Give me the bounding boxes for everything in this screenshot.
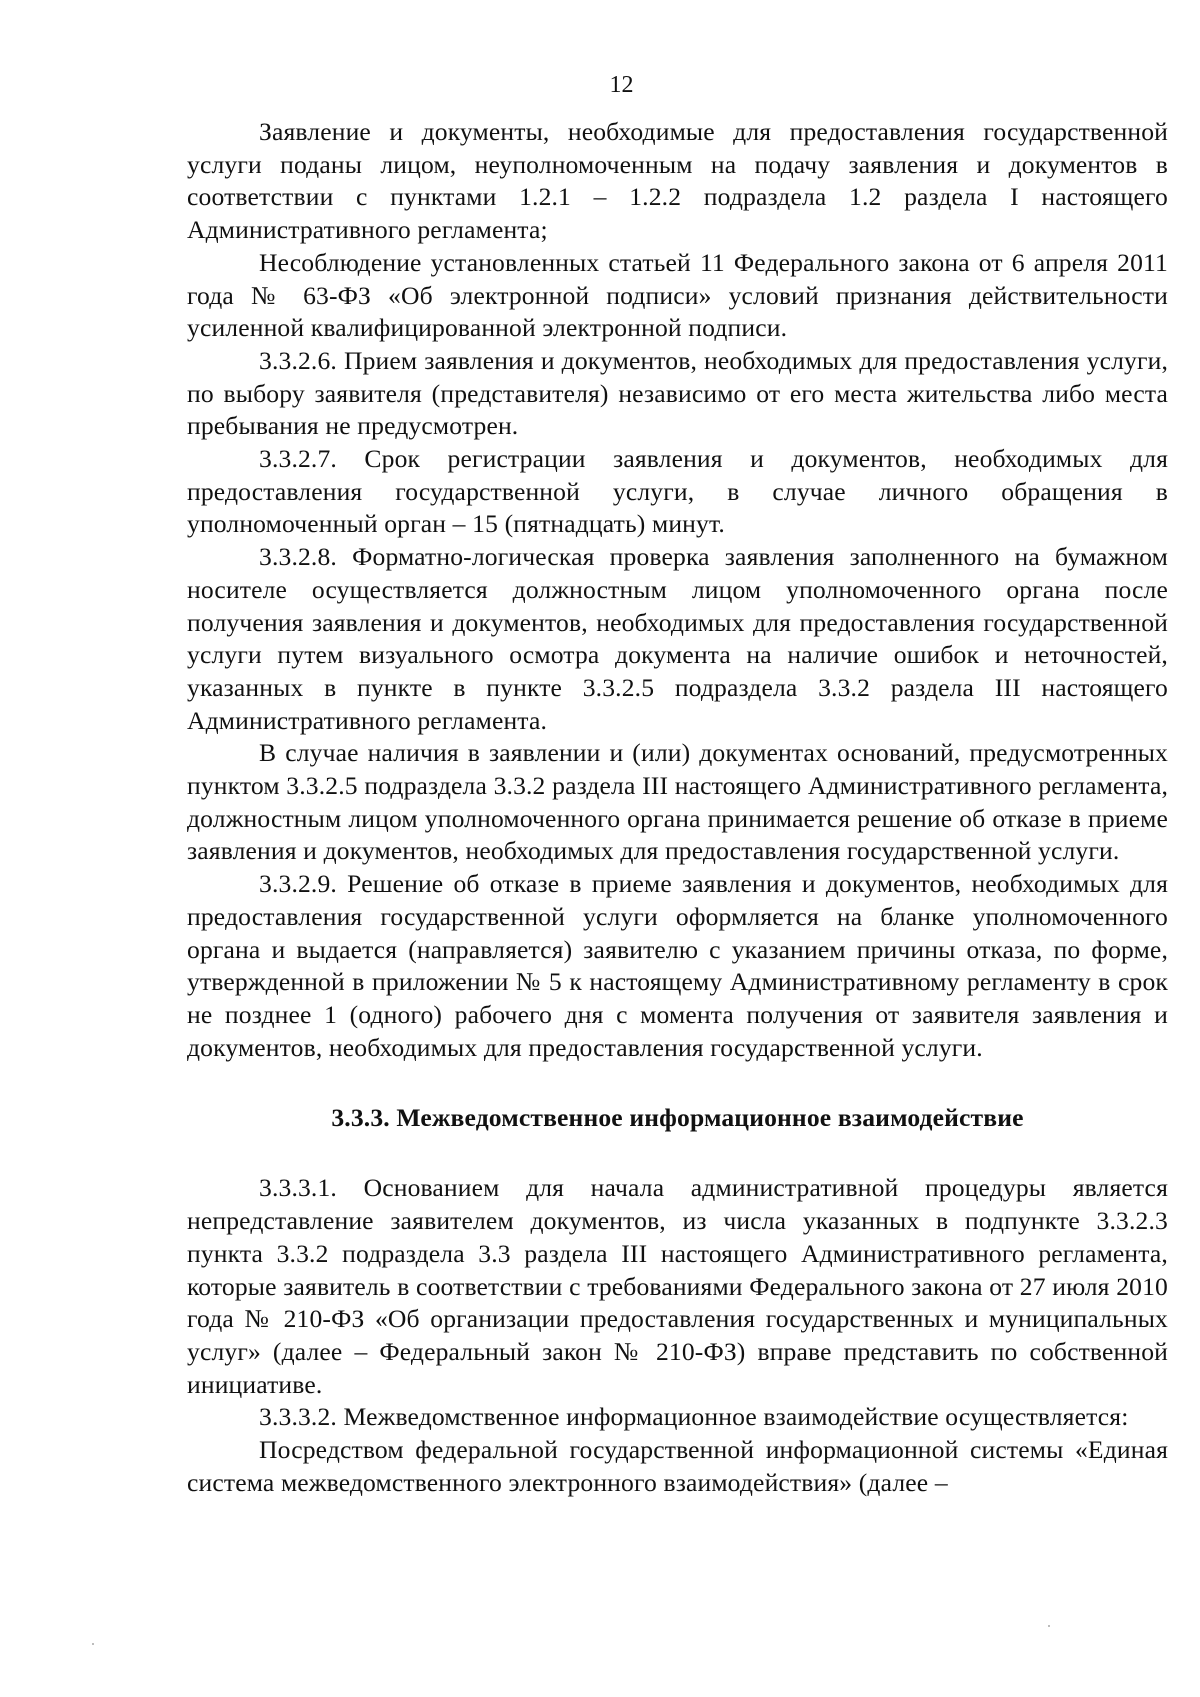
paragraph-3-3-2-8: 3.3.2.8. Форматно-логическая проверка заявления заполненного на бумажном носителе осуществляется должностным лицом уполномоченного органа после получения заявления и документов, необходимых для предоставления государственной услуги путем визуального осмотра документа на наличие ошибок и неточностей, указанных в пункте в пункте 3.3.2.5 подраздела 3.3.2 раздела III настоящего Административного регламента. [187,542,1168,735]
paragraph-3-3-2-7: 3.3.2.7. Срок регистрации заявления и документов, необходимых для предоставления государственной услуги, в случае личного обращения в уполномоченный орган – 15 (пятнадцать) минут. [187,444,1168,539]
paragraph-refusal-grounds: В случае наличия в заявлении и (или) документах оснований, предусмотренных пунктом 3.3.2.5 подраздела 3.3.2 раздела III настоящего Административного регламента, должностным лицом уполномоченного органа принимается решение об отказе в приеме заявления и документов, необходимых для предоставления государственной услуги. [187,738,1168,866]
paragraph-smev: Посредством федеральной государственной информационной системы «Единая система межведомственного электронного взаимодействия» (далее – [187,1435,1168,1497]
paragraph-3-3-3-2: 3.3.3.2. Межведомственное информационное взаимодействие осуществляется: [259,1402,1129,1432]
paragraph-3-3-2-9: 3.3.2.9. Решение об отказе в приеме заявления и документов, необходимых для предоставления государственной услуги оформляется на бланке уполномоченного органа и выдается (направляется) заявителю с указанием причины отказа, по форме, утвержденной в приложении № 5 к настоящему Административному регламенту в срок не позднее 1 (одного) рабочего дня с момента получения от заявителя заявления и документов, необходимых для предоставления государственной услуги. [187,869,1168,1062]
scan-speck [1048,1625,1050,1627]
page-number: 12 [609,72,634,98]
paragraph-3-3-3-1: 3.3.3.1. Основанием для начала административной процедуры является непредставление заявителем документов, из числа указанных в подпункте 3.3.2.3 пункта 3.3.2 подраздела 3.3 раздела III настоящего Административного регламента, которые заявитель в соответствии с требованиями Федерального закона от 27 июля 2010 года № 210-ФЗ «Об организации предоставления государственных и муниципальных услуг» (далее – Федеральный закон № 210-ФЗ) вправе представить по собственной инициативе. [187,1173,1168,1399]
scan-speck [92,1643,94,1645]
paragraph-3-3-2-6: 3.3.2.6. Прием заявления и документов, необходимых для предоставления услуги, по выбору заявителя (представителя) независимо от его места жительства либо места пребывания не предусмотрен. [187,345,1168,441]
document-body [187,116,1168,1499]
section-heading: 3.3.3. Межведомственное информационное взаимодействие [331,1103,1024,1133]
paragraph-applicant-unauthorized: Заявление и документы, необходимые для предоставления государственной услуги поданы лицом, неуполномоченным на подачу заявления и документов в соответствии с пунктами 1.2.1 – 1.2.2 подраздела 1.2 раздела I настоящего Административного регламента; [187,117,1168,245]
paragraph-signature-noncompliance: Несоблюдение установленных статьей 11 Федерального закона от 6 апреля 2011 года № 63-ФЗ «Об электронной подписи» условий признания действительности усиленной квалифицированной электронной подписи. [187,247,1168,343]
